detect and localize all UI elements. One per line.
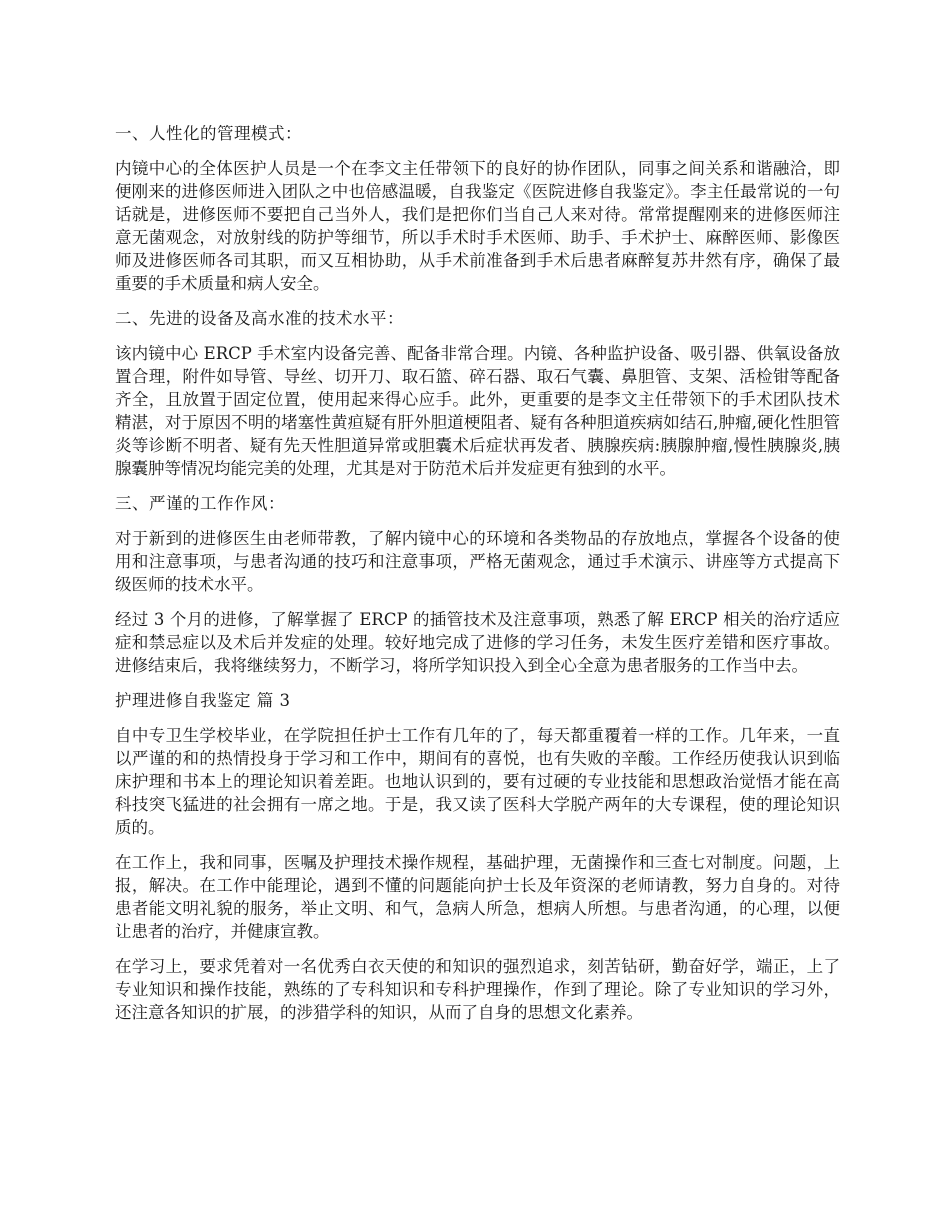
paragraph-teaching: 对于新到的进修医生由老师带教，了解内镜中心的环境和各类物品的存放地点，掌握各个设备的使用和注意事项，与患者沟通的技巧和注意事项，严格无菌观念，通过手术演示、讲座等方式提高下级医师的技术水平。 (115, 529, 840, 594)
paragraph-background: 自中专卫生学校毕业，在学院担任护士工作有几年的了，每天都重覆着一样的工作。几年来，一直以严谨的和的热情投身于学习和工作中，期间有的喜悦，也有失败的辛酸。工作经历使我认识到临床护理和书本上的理论知识着差距。也地认识到的，要有过硬的专业技能和思想政治觉悟才能在高科技突飞猛进的社会拥有一席之地。于是，我又读了医科大学脱产两年的大专课程，使的理论知识质的。 (115, 726, 840, 837)
document-body (115, 122, 840, 1036)
section-heading-equipment: 二、先进的设备及高水准的技术水平： (115, 309, 404, 328)
article-heading-part3: 护理进修自我鉴定 篇 3 (115, 691, 291, 710)
paragraph-ercp-equipment: 该内镜中心 ERCP 手术室内设备完善、配备非常合理。内镜、各种监护设备、吸引器、供氧设备放置合理，附件如导管、导丝、切开刀、取石篮、碎石器、取石气囊、鼻胆管、支架、活检钳等配备齐全，且放置于固定位置，使用起来得心应手。此外，更重要的是李文主任带领下的手术团队技术精湛，对于原因不明的堵塞性黄疸疑有肝外胆道梗阻者、疑有各种胆道疾病如结石,肿瘤,硬化性胆管炎等诊断不明者、疑有先天性胆道异常或胆囊术后症状再发者、胰腺疾病:胰腺肿瘤,慢性胰腺炎,胰腺囊肿等情况均能完美的处理，尤其是对于防范术后并发症更有独到的水平。 (115, 344, 840, 478)
paragraph-work: 在工作上，我和同事，医嘱及护理技术操作规程，基础护理，无菌操作和三查七对制度。问题，上报，解决。在工作中能理论，遇到不懂的问题能向护士长及年资深的老师请教，努力自身的。对待患者能文明礼貌的服务，举止文明、和气，急病人所急，想病人所想。与患者沟通，的心理，以便让患者的治疗，并健康宣教。 (115, 853, 840, 941)
section-heading-work-style: 三、严谨的工作作风： (115, 494, 285, 513)
section-heading-management: 一、人性化的管理模式： (115, 124, 302, 143)
paragraph-training-summary: 经过 3 个月的进修，了解掌握了 ERCP 的插管技术及注意事项，熟悉了解 ERCP 相关的治疗适应症和禁忌症以及术后并发症的处理。较好地完成了进修的学习任务，未发生医疗差错和医疗事故。进修结束后，我将继续努力，不断学习，将所学知识投入到全心全意为患者服务的工作当中去。 (115, 610, 840, 675)
paragraph-study: 在学习上，要求凭着对一名优秀白衣天使的和知识的强烈追求，刻苦钻研，勤奋好学，端正，上了专业知识和操作技能，熟练的了专科知识和专科护理操作，作到了理论。除了专业知识的学习外，还注意各知识的扩展，的涉猎学科的知识，从而了自身的思想文化素养。 (115, 957, 840, 1022)
paragraph-team-collaboration: 内镜中心的全体医护人员是一个在李文主任带领下的良好的协作团队，同事之间关系和谐融洽，即便刚来的进修医师进入团队之中也倍感温暖，自我鉴定《医院进修自我鉴定》。李主任最常说的一句话就是，进修医师不要把自己当外人，我们是把你们当自己人来对待。常常提醒刚来的进修医师注意无菌观念，对放射线的防护等细节，所以手术时手术医师、助手、手术护士、麻醉医师、影像医师及进修医师各司其职，而又互相协助，从手术前准备到手术后患者麻醉复苏井然有序，确保了最重要的手术质量和病人安全。 (115, 159, 840, 293)
